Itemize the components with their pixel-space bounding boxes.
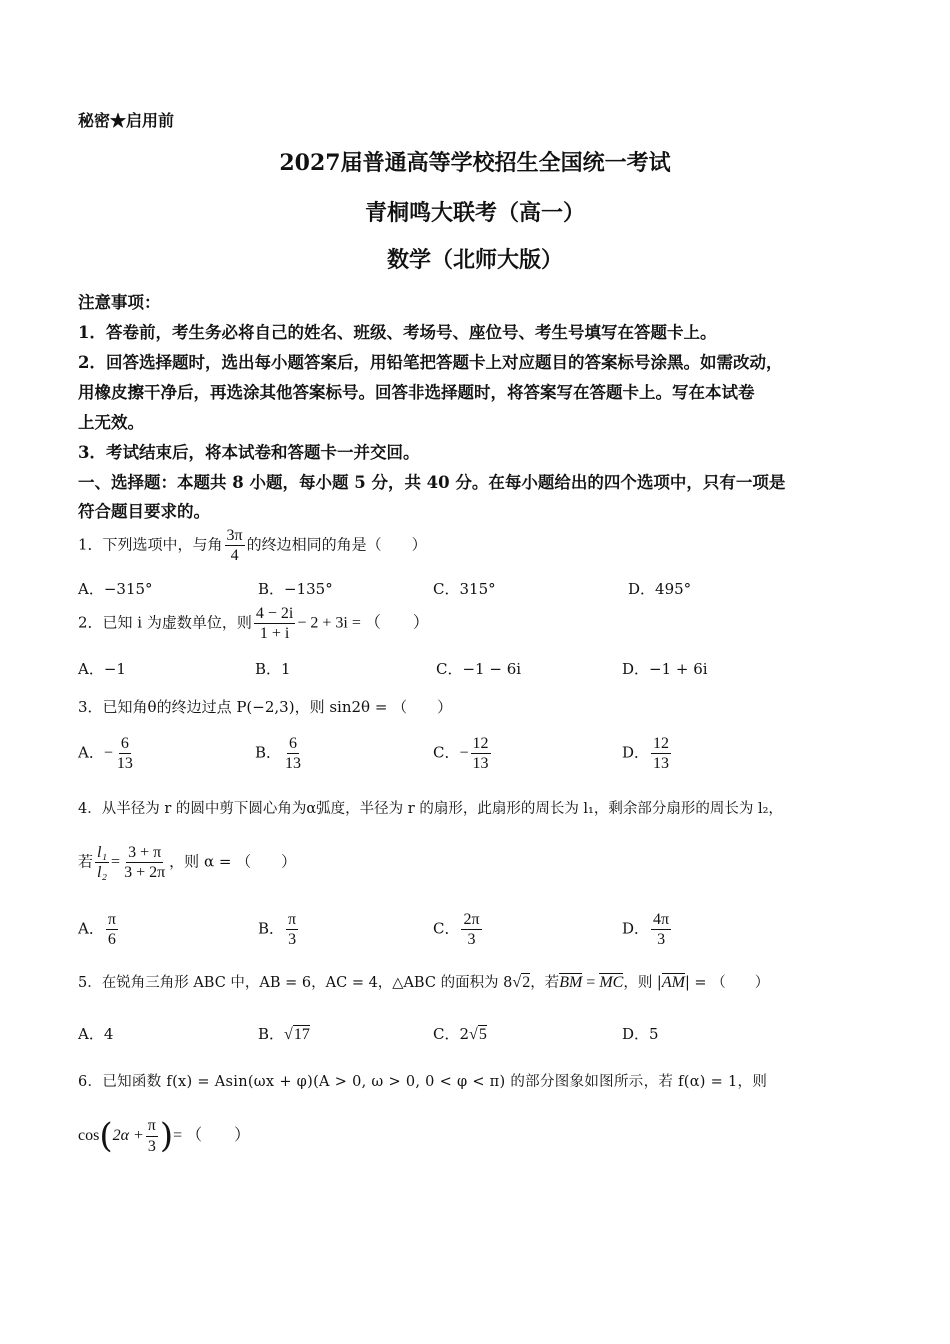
q5-c-root: 5 [478, 1026, 487, 1043]
q4-ratio-fraction [95, 843, 109, 882]
q5-c-label: C．2 [433, 1025, 470, 1043]
q3-b-num: 6 [287, 734, 299, 754]
q2-prefix: 2．已知 i 为虚数单位，则 [78, 613, 252, 632]
q4-b-num: π [286, 910, 298, 930]
q4-option-c [433, 910, 484, 949]
q3-d-label: D． [622, 743, 650, 762]
q3-a-label: A． [78, 743, 104, 762]
q6-fraction [146, 1116, 158, 1155]
q5-mid: ，若 [530, 975, 560, 991]
q3-a-num: 6 [119, 734, 131, 754]
q1-frac-den: 4 [230, 547, 239, 565]
q3-a-sign: − [103, 744, 113, 762]
question-1 [78, 526, 427, 565]
q4-option-b [258, 910, 300, 949]
q5-prefix: 5．在锐角三角形 ABC 中，AB = 6，AC = 4，△ABC 的面积为 8 [78, 975, 513, 991]
q6-inner: 2α + [112, 1127, 144, 1144]
q5-sqrt-sign: √ [512, 974, 522, 991]
question-6-line-2 [78, 1116, 250, 1156]
q6-cos: cos [78, 1127, 100, 1144]
exam-title: 2027届普通高等学校招生全国统一考试 [279, 150, 671, 176]
question-6-line-1: 6．已知函数 f(x) = Asin(ωx + φ)(A > 0, ω > 0, 0 < φ < π) 的部分图象如图所示，若 f(α) = 1，则 [78, 1074, 768, 1090]
q3-c-sign: − [459, 744, 469, 762]
q4-l1: l₁ [95, 843, 109, 863]
notice-item-1: 1．答卷前，考生务必将自己的姓名、班级、考场号、座位号、考生号填写在答题卡上。 [78, 323, 717, 342]
notice-item-2-line-1: 2．回答选择题时，选出每小题答案后，用铅笔把答题卡上对应题目的答案标号涂黑。如需改动， [78, 353, 783, 372]
q1-fraction [225, 526, 245, 565]
q1-option-a: A．−315° [78, 580, 153, 598]
q5-c-sqrt-sign: √ [469, 1026, 478, 1043]
q3-d-den: 13 [653, 755, 670, 773]
q5-b-sqrt-sign: √ [284, 1026, 293, 1043]
q3-d-num: 12 [651, 734, 671, 754]
q5-then: ，则 | [623, 975, 662, 991]
q4-a-fraction [106, 910, 118, 949]
q3-option-c [433, 734, 493, 773]
q2-frac-den: 1 + i [259, 625, 290, 643]
q4-suffix: ，则 α = （ ） [169, 852, 297, 871]
q3-b-den: 13 [285, 755, 302, 773]
q3-a-fraction [115, 734, 135, 773]
q4-rden: 3 + 2π [124, 864, 166, 882]
q4-option-a [78, 910, 120, 949]
q4-option-d [622, 910, 673, 949]
q2-suffix: − 2 + 3i = （ ） [297, 614, 429, 632]
q4-b-label: B． [258, 919, 285, 938]
question-4-line-2 [78, 843, 296, 882]
q3-c-fraction [471, 734, 491, 773]
q2-frac-num: 4 − 2i [254, 604, 295, 624]
q4-ruo: 若 [78, 852, 94, 871]
question-3: 3．已知角θ的终边过点 P(−2,3)，则 sin2θ = （ ） [78, 698, 453, 716]
q4-b-fraction [286, 910, 298, 949]
secret-mark: 秘密★启用前 [78, 111, 175, 130]
q2-fraction [254, 604, 295, 643]
q4-value-fraction [122, 843, 167, 882]
q3-option-a [78, 734, 137, 773]
q6-fnum: π [146, 1116, 158, 1136]
q5-b-label: B． [258, 1025, 285, 1043]
q3-c-num: 12 [471, 734, 491, 754]
notice-item-3: 3．考试结束后，将本试卷和答题卡一并交回。 [78, 443, 420, 462]
q3-b-fraction [283, 734, 303, 773]
q1-option-d: D．495° [628, 580, 692, 598]
question-2 [78, 604, 429, 643]
q4-d-den: 3 [657, 931, 666, 949]
q1-option-b: B．−135° [258, 580, 333, 598]
section-1-line-2: 符合题目要求的。 [78, 502, 210, 521]
q4-a-den: 6 [107, 931, 116, 949]
q3-c-den: 13 [472, 755, 489, 773]
q5-suffix: | = （ ） [684, 975, 770, 991]
q3-a-den: 13 [116, 755, 133, 773]
q5-vector-bm: BM [559, 974, 583, 991]
notice-heading: 注意事项： [78, 293, 161, 312]
q4-d-num: 4π [651, 910, 671, 930]
q2-option-d: D．−1 + 6i [622, 660, 708, 678]
q2-option-c: C．−1 − 6i [436, 660, 522, 678]
q4-c-den: 3 [467, 931, 476, 949]
q5-option-a: A．4 [78, 1025, 114, 1043]
q4-d-label: D． [622, 919, 650, 938]
question-4-line-1: 4．从半径为 r 的圆中剪下圆心角为α弧度，半径为 r 的扇形，此扇形的周长为 l₁，剩余部分扇形的周长为 l₂， [78, 801, 783, 817]
q5-b-root: 17 [293, 1026, 310, 1043]
q4-d-fraction [651, 910, 671, 949]
q5-eq: = [582, 974, 600, 991]
q1-option-c: C．315° [433, 580, 496, 598]
q4-eq: = [111, 853, 121, 871]
q1-suffix: 的终边相同的角是（ ） [246, 535, 427, 554]
q5-vector-mc: MC [599, 974, 624, 991]
q5-sqrt-value: 2 [522, 974, 531, 991]
q6-fden: 3 [147, 1137, 156, 1155]
q1-frac-num: 3π [225, 526, 245, 546]
q4-a-label: A． [78, 919, 104, 938]
q1-prefix: 1．下列选项中，与角 [78, 535, 223, 554]
notice-item-2-line-3: 上无效。 [78, 413, 144, 432]
section-1-line-1: 一、选择题：本题共 8 小题，每小题 5 分，共 40 分。在每小题给出的四个选项中，只有一项是 [78, 473, 786, 492]
q4-l2: l₂ [97, 864, 108, 882]
q5-option-b [258, 1023, 310, 1044]
q6-suffix: = （ ） [173, 1127, 251, 1144]
q4-c-label: C． [433, 919, 460, 938]
q2-option-b: B．1 [255, 660, 291, 678]
q4-rnum: 3 + π [126, 843, 163, 863]
q4-c-num: 2π [461, 910, 481, 930]
q4-a-num: π [106, 910, 118, 930]
q5-option-d: D．5 [622, 1025, 659, 1043]
q4-c-fraction [461, 910, 481, 949]
q3-d-fraction [651, 734, 671, 773]
q4-b-den: 3 [288, 931, 297, 949]
notice-item-2-line-2: 用橡皮擦干净后，再选涂其他答案标号。回答非选择题时，将答案写在答题卡上。写在本试卷 [78, 383, 755, 402]
q3-option-d [622, 734, 673, 773]
q6-left-paren: ( [99, 1116, 113, 1156]
question-5 [78, 971, 769, 992]
subject-title: 数学（北师大版） [386, 247, 563, 273]
q3-option-b [255, 734, 305, 773]
q6-right-paren: ) [159, 1116, 174, 1156]
q3-b-label: B． [255, 743, 282, 762]
exam-subtitle: 青桐鸣大联考（高一） [364, 200, 585, 226]
q5-vector-am: AM [661, 974, 685, 991]
q5-option-c [433, 1023, 487, 1044]
q2-option-a: A．−1 [78, 660, 126, 678]
q3-c-label: C． [433, 743, 460, 762]
